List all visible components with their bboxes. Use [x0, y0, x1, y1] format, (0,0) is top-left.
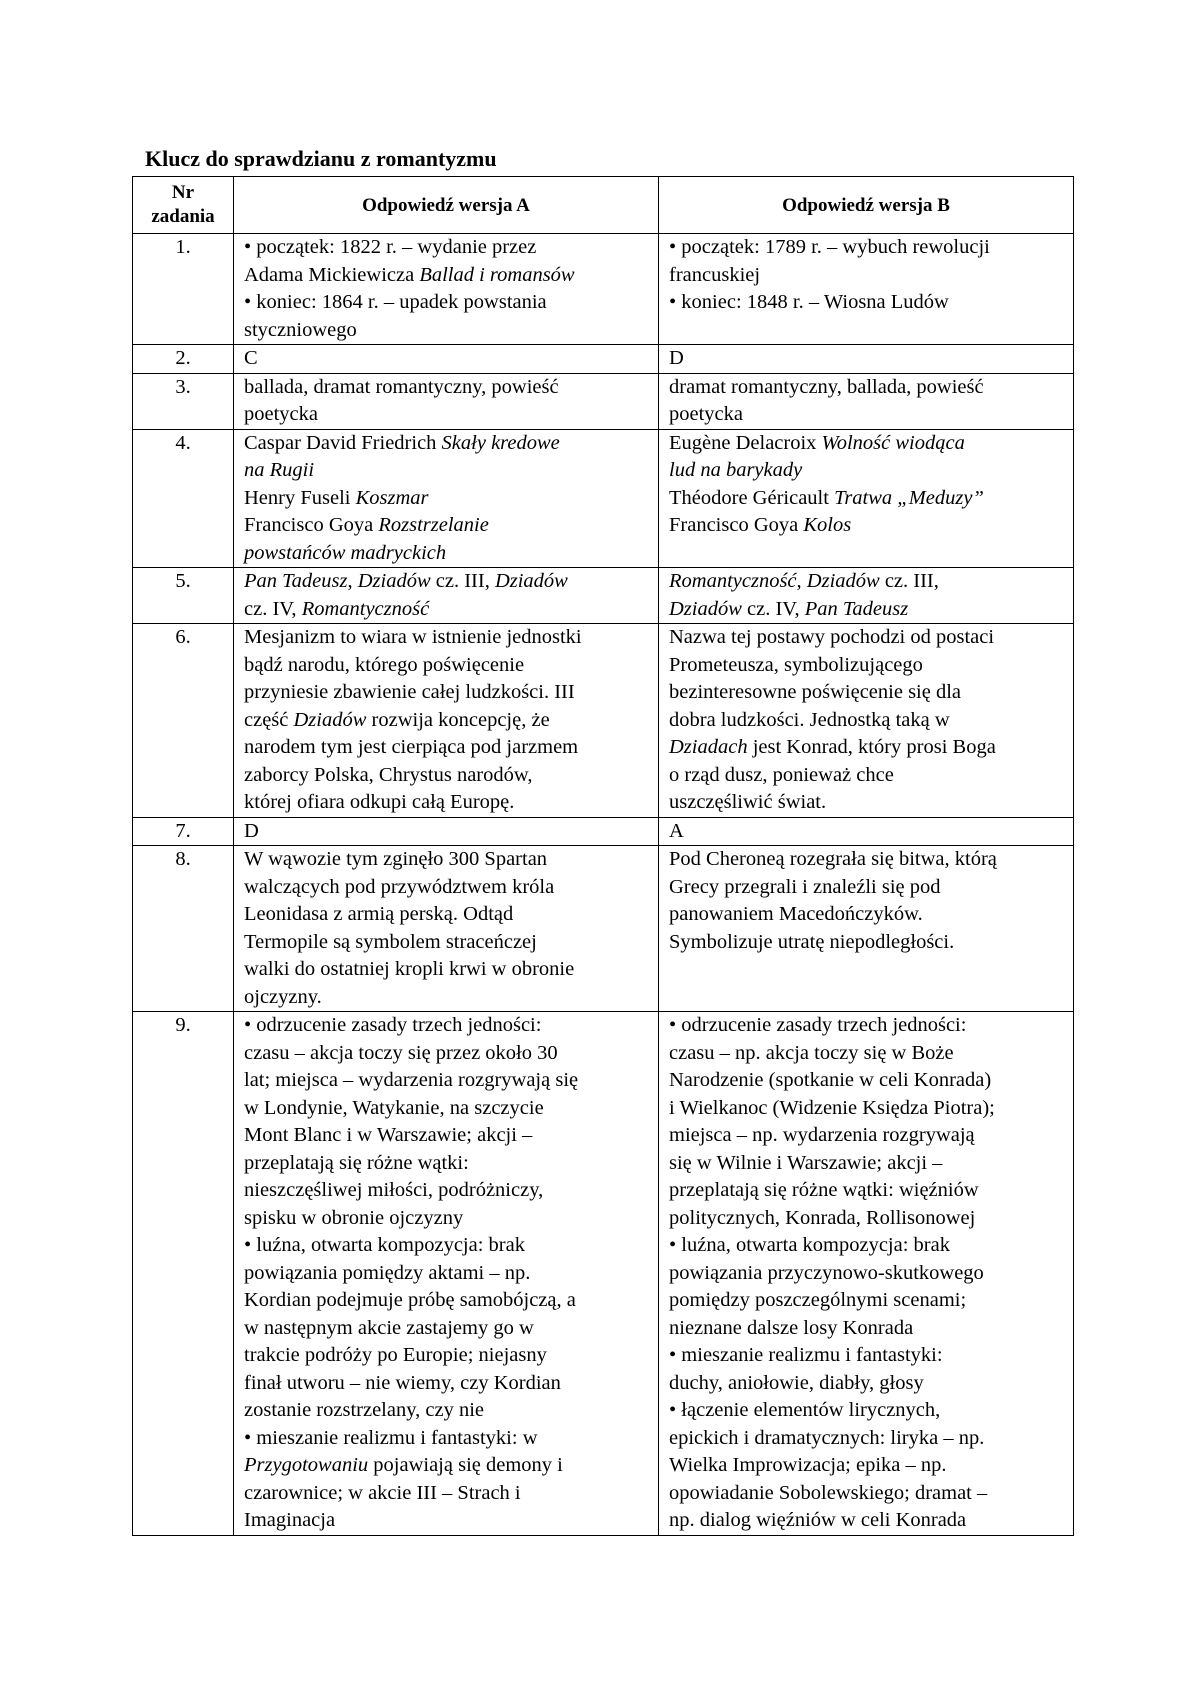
answer-text: Adama Mickiewicza — [244, 263, 420, 286]
answer-line — [244, 984, 648, 1012]
answer-line — [669, 901, 1063, 929]
answer-text: Kordian podejmuje próbę samobójczą, a — [244, 1289, 576, 1311]
task-number-cell: 6. — [133, 624, 234, 818]
answer-line — [669, 512, 1063, 540]
answer-line — [244, 540, 648, 568]
table-header-row — [133, 177, 1074, 234]
answer-line — [669, 1507, 1063, 1535]
answer-text: duchy, aniołowie, diabły, głosy — [669, 1371, 924, 1394]
answer-line — [669, 1425, 1063, 1453]
answer-line — [244, 956, 648, 984]
answer-line — [669, 1177, 1063, 1205]
answer-text: czasu – np. akcja toczy się w Boże — [669, 1041, 954, 1064]
answer-text: dobra ludzkości. Jednostką taką w — [669, 708, 950, 731]
answer-line — [669, 1397, 1063, 1425]
answer-text: trakcie podróży po Europie; niejasny — [244, 1344, 547, 1366]
answer-text: , — [796, 570, 807, 592]
answer-text: francuskiej — [669, 263, 761, 286]
answer-line — [669, 1150, 1063, 1178]
answer-version-a-cell — [234, 1012, 659, 1536]
table-row — [133, 624, 1074, 818]
answer-line — [244, 1370, 648, 1398]
answer-line — [669, 1040, 1063, 1068]
table-row — [133, 568, 1074, 624]
italic-title-text: Wolność wiodąca — [821, 431, 965, 454]
answer-text: Imaginacja — [244, 1509, 336, 1531]
answer-line — [244, 485, 648, 513]
task-number-cell: 1. — [133, 234, 234, 345]
answer-line — [244, 1315, 648, 1343]
answer-line — [244, 929, 648, 957]
answer-line — [244, 762, 648, 790]
answer-line — [669, 929, 1063, 957]
answer-text: część — [244, 708, 294, 731]
answer-text: zostanie rozstrzelany, czy nie — [244, 1399, 484, 1421]
answer-text: np. dialog więźniów w celi Konrada — [669, 1509, 967, 1531]
answer-line — [669, 1315, 1063, 1343]
task-number-cell: 7. — [133, 817, 234, 846]
answer-text: przeplatają się różne wątki: więźniów — [669, 1179, 979, 1201]
answer-line — [244, 707, 648, 735]
answer-line — [669, 430, 1063, 458]
italic-title-text: na Rugii — [244, 459, 315, 481]
answer-text: Pod Cheroneą rozegrała się bitwa, którą — [669, 848, 997, 870]
answer-line — [244, 1507, 648, 1535]
table-row — [133, 846, 1074, 1012]
answer-text: ojczyzny. — [244, 985, 322, 1008]
answer-text: • odrzucenie zasady trzech jedności: — [669, 1014, 967, 1036]
answer-line — [669, 818, 1063, 846]
answer-text: D — [244, 819, 259, 842]
task-number-cell: 9. — [133, 1012, 234, 1536]
answer-text: dramat romantyczny, ballada, powieść — [669, 375, 984, 398]
table-row — [133, 1012, 1074, 1536]
answer-text: Symbolizuje utratę niepodległości. — [669, 930, 955, 953]
answer-text: politycznych, Konrada, Rollisonowej — [669, 1206, 976, 1229]
italic-title-text: Dziadach — [669, 736, 748, 758]
answer-text: panowaniem Macedończyków. — [669, 903, 923, 925]
answer-line — [244, 874, 648, 902]
answer-text: pojawiają się demony i — [368, 1454, 563, 1476]
answer-line — [669, 1480, 1063, 1508]
task-number-cell: 8. — [133, 846, 234, 1012]
answer-line — [244, 512, 648, 540]
answer-text: Narodzenie (spotkanie w celi Konrada) — [669, 1069, 992, 1091]
table-row — [133, 373, 1074, 429]
answer-line — [669, 374, 1063, 402]
answer-text: czasu – akcja toczy się przez około 30 — [244, 1041, 558, 1064]
answer-line — [669, 1095, 1063, 1123]
answer-line — [244, 374, 648, 402]
answer-line — [244, 1452, 648, 1480]
answer-text: cz. III, — [430, 570, 495, 592]
table-row — [133, 817, 1074, 846]
answer-line — [244, 679, 648, 707]
answer-line — [244, 317, 648, 345]
answer-text: D — [669, 347, 684, 369]
answer-text: się w Wilnie i Warszawie; akcji – — [669, 1151, 943, 1174]
answer-text: o rząd dusz, ponieważ chce — [669, 763, 894, 786]
answer-text: styczniowego — [244, 318, 357, 341]
answer-text: cz. III, — [879, 570, 939, 592]
answer-line — [244, 1260, 648, 1288]
header-version-a: Odpowiedź wersja A — [234, 177, 659, 234]
answer-text: Leonidasa z armią perską. Odtąd — [244, 903, 514, 925]
answer-line — [669, 1012, 1063, 1040]
answer-text: w następnym akcie zastajemy go w — [244, 1316, 534, 1339]
italic-title-text: Dziadów — [494, 570, 568, 592]
answer-line — [244, 901, 648, 929]
italic-title-text: Pan Tadeusz — [244, 570, 348, 592]
answer-line — [669, 1342, 1063, 1370]
answer-text: nieznane dalsze losy Konrada — [669, 1316, 914, 1339]
answer-version-b-cell — [659, 429, 1074, 568]
answer-version-b-cell — [659, 568, 1074, 624]
answer-line — [244, 1205, 648, 1233]
answer-text: Henry Fuseli — [244, 486, 356, 509]
answer-text: przeplatają się różne wątki: — [244, 1151, 469, 1174]
answer-line — [244, 734, 648, 762]
answer-text: bezinteresowne poświęcenie się dla — [669, 681, 962, 703]
answer-line — [669, 846, 1063, 874]
answer-line — [669, 289, 1063, 317]
answer-text: • odrzucenie zasady trzech jedności: — [244, 1014, 542, 1036]
answer-line — [669, 568, 1063, 596]
answer-text: rozwija koncepcję, że — [366, 708, 550, 731]
answer-line — [244, 1122, 648, 1150]
italic-title-text: Pan Tadeusz — [804, 597, 909, 620]
italic-title-text: Tratwa „Meduzy” — [834, 486, 984, 509]
answer-text: czarownice; w akcie III – Strach i — [244, 1481, 521, 1504]
answer-text: poetycka — [244, 403, 318, 425]
answer-line — [244, 596, 648, 624]
italic-title-text: Przygotowaniu — [244, 1454, 369, 1476]
answer-line — [244, 1397, 648, 1425]
answer-text: miejsca – np. wydarzenia rozgrywają — [669, 1124, 975, 1146]
answer-line — [669, 485, 1063, 513]
answer-version-b-cell — [659, 373, 1074, 429]
italic-title-text: Romantyczność — [301, 597, 430, 620]
answer-text: jest Konrad, który prosi Boga — [747, 736, 996, 758]
italic-title-text: powstańców madryckich — [244, 541, 447, 564]
answer-text: Francisco Goya — [244, 514, 379, 536]
table-row — [133, 429, 1074, 568]
answer-text: Wielka Improwizacja; epika – np. — [669, 1454, 947, 1476]
answer-line — [244, 624, 648, 652]
answer-line — [244, 1232, 648, 1260]
answer-line — [244, 1095, 648, 1123]
answer-line — [669, 734, 1063, 762]
answer-text: ballada, dramat romantyczny, powieść — [244, 375, 559, 398]
answer-line — [669, 262, 1063, 290]
italic-title-text: Dziadów — [806, 570, 880, 592]
answer-version-b-cell — [659, 817, 1074, 846]
answer-version-b-cell — [659, 846, 1074, 1012]
task-number-cell: 5. — [133, 568, 234, 624]
answer-line — [244, 1150, 648, 1178]
answer-line — [669, 1122, 1063, 1150]
answer-text: Théodore Géricault — [669, 486, 835, 509]
answer-text: opowiadanie Sobolewskiego; dramat – — [669, 1481, 988, 1504]
answer-line — [244, 401, 648, 429]
italic-title-text: Dziadów — [669, 597, 742, 620]
task-number-cell: 4. — [133, 429, 234, 568]
italic-title-text: Dziadów — [293, 708, 367, 731]
answer-line — [669, 679, 1063, 707]
table-row — [133, 234, 1074, 345]
answer-version-a-cell — [234, 345, 659, 374]
answer-text: spisku w obronie ojczyzny — [244, 1206, 464, 1229]
answer-text: powiązania pomiędzy aktami – np. — [244, 1261, 531, 1284]
answer-text: C — [244, 347, 258, 369]
italic-title-text: Dziadów — [357, 570, 431, 592]
answer-text: i Wielkanoc (Widzenie Księdza Piotra); — [669, 1096, 995, 1119]
italic-title-text: Skały kredowe — [441, 431, 560, 454]
answer-text: przyniesie zbawienie całej ludzkości. III — [244, 681, 575, 703]
answer-text: • koniec: 1864 r. – upadek powstania — [244, 291, 547, 313]
italic-title-text: Kolos — [803, 514, 852, 536]
answer-line — [244, 846, 648, 874]
answer-text: • początek: 1822 r. – wydanie przez — [244, 236, 537, 258]
document-title: Klucz do sprawdzianu z romantyzmu — [145, 146, 497, 171]
answer-text: Mesjanizm to wiara w istnienie jednostki — [244, 626, 582, 648]
answer-text: A — [669, 819, 684, 842]
answer-text: finał utworu – nie wiemy, czy Kordian — [244, 1371, 561, 1394]
italic-title-text: Rozstrzelanie — [378, 514, 489, 536]
answer-text: cz. IV, — [741, 597, 805, 620]
answer-text: powiązania przyczynowo-skutkowego — [669, 1261, 984, 1284]
italic-title-text: Romantyczność — [669, 570, 797, 592]
answer-version-b-cell — [659, 624, 1074, 818]
answer-line — [669, 234, 1063, 262]
answer-line — [669, 1260, 1063, 1288]
header-version-b: Odpowiedź wersja B — [659, 177, 1074, 234]
italic-title-text: Ballad i romansów — [419, 263, 575, 286]
answer-key-table — [132, 176, 1074, 1536]
answer-text: Francisco Goya — [669, 514, 804, 536]
table-row — [133, 345, 1074, 374]
answer-line — [244, 568, 648, 596]
answer-line — [669, 1067, 1063, 1095]
answer-text: poetycka — [669, 403, 743, 425]
answer-rows — [133, 234, 1074, 1536]
answer-line — [244, 1040, 648, 1068]
answer-text: bądź narodu, którego poświęcenie — [244, 653, 525, 676]
answer-text: narodem tym jest cierpiąca pod jarzmem — [244, 736, 579, 758]
answer-text: , — [347, 570, 358, 592]
answer-line — [244, 262, 648, 290]
answer-text: • luźna, otwarta kompozycja: brak — [244, 1234, 525, 1256]
answer-version-a-cell — [234, 817, 659, 846]
answer-text: • luźna, otwarta kompozycja: brak — [669, 1234, 950, 1256]
answer-line — [669, 874, 1063, 902]
answer-line — [669, 762, 1063, 790]
answer-text: Grecy przegrali i znaleźli się pod — [669, 875, 941, 898]
answer-line — [244, 430, 648, 458]
answer-text: • mieszanie realizmu i fantastyki: — [669, 1344, 943, 1366]
answer-line — [669, 624, 1063, 652]
answer-line — [669, 652, 1063, 680]
answer-line — [669, 401, 1063, 429]
answer-text: walki do ostatniej kropli krwi w obronie — [244, 958, 575, 980]
answer-version-b-cell — [659, 234, 1074, 345]
answer-line — [244, 818, 648, 846]
italic-title-text: lud na barykady — [669, 459, 803, 481]
answer-version-a-cell — [234, 568, 659, 624]
answer-line — [244, 1425, 648, 1453]
answer-line — [244, 1342, 648, 1370]
answer-text: w Londynie, Watykanie, na szczycie — [244, 1096, 544, 1119]
answer-text: • mieszanie realizmu i fantastyki: w — [244, 1426, 538, 1449]
answer-line — [669, 457, 1063, 485]
answer-text: Nazwa tej postawy pochodzi od postaci — [669, 626, 995, 648]
answer-version-a-cell — [234, 624, 659, 818]
task-number-cell: 2. — [133, 345, 234, 374]
italic-title-text: Koszmar — [355, 486, 429, 509]
answer-text: nieszczęśliwej miłości, podróżniczy, — [244, 1179, 544, 1201]
answer-text: • początek: 1789 r. – wybuch rewolucji — [669, 236, 990, 258]
answer-line — [669, 789, 1063, 817]
answer-version-a-cell — [234, 846, 659, 1012]
answer-text: lat; miejsca – wydarzenia rozgrywają się — [244, 1069, 579, 1091]
answer-line — [244, 1177, 648, 1205]
answer-line — [244, 1480, 648, 1508]
answer-line — [669, 345, 1063, 373]
answer-version-a-cell — [234, 373, 659, 429]
answer-line — [669, 596, 1063, 624]
answer-version-a-cell — [234, 234, 659, 345]
answer-text: cz. IV, — [244, 597, 302, 620]
answer-line — [244, 289, 648, 317]
answer-line — [244, 1067, 648, 1095]
header-task-number: Nr zadania — [133, 177, 234, 234]
answer-text: pomiędzy poszczególnymi scenami; — [669, 1289, 967, 1311]
answer-line — [244, 457, 648, 485]
answer-text: Mont Blanc i w Warszawie; akcji – — [244, 1124, 533, 1146]
answer-text: W wąwozie tym zginęło 300 Spartan — [244, 848, 548, 870]
answer-line — [669, 707, 1063, 735]
answer-text: Caspar David Friedrich — [244, 431, 442, 454]
answer-line — [244, 652, 648, 680]
answer-text: epickich i dramatycznych: liryka – np. — [669, 1426, 985, 1449]
answer-line — [244, 1287, 648, 1315]
answer-line — [244, 345, 648, 373]
answer-text: uszczęśliwić świat. — [669, 791, 827, 813]
answer-text: Eugène Delacroix — [669, 431, 822, 454]
answer-line — [669, 1370, 1063, 1398]
answer-line — [244, 234, 648, 262]
answer-text: Termopile są symbolem straceńczej — [244, 930, 537, 953]
answer-version-b-cell — [659, 1012, 1074, 1536]
answer-line — [669, 1232, 1063, 1260]
answer-text: walczących pod przywództwem króla — [244, 875, 555, 898]
answer-text: • koniec: 1848 r. – Wiosna Ludów — [669, 291, 949, 313]
answer-text: Prometeusza, symbolizującego — [669, 653, 923, 676]
answer-line — [669, 1205, 1063, 1233]
answer-line — [244, 1012, 648, 1040]
task-number-cell: 3. — [133, 373, 234, 429]
answer-line — [669, 1287, 1063, 1315]
answer-text: zaborcy Polska, Chrystus narodów, — [244, 763, 533, 786]
answer-text: której ofiara odkupi całą Europę. — [244, 791, 515, 813]
answer-line — [669, 1452, 1063, 1480]
answer-line — [244, 789, 648, 817]
answer-text: • łączenie elementów lirycznych, — [669, 1399, 941, 1421]
answer-version-b-cell — [659, 345, 1074, 374]
answer-version-a-cell — [234, 429, 659, 568]
